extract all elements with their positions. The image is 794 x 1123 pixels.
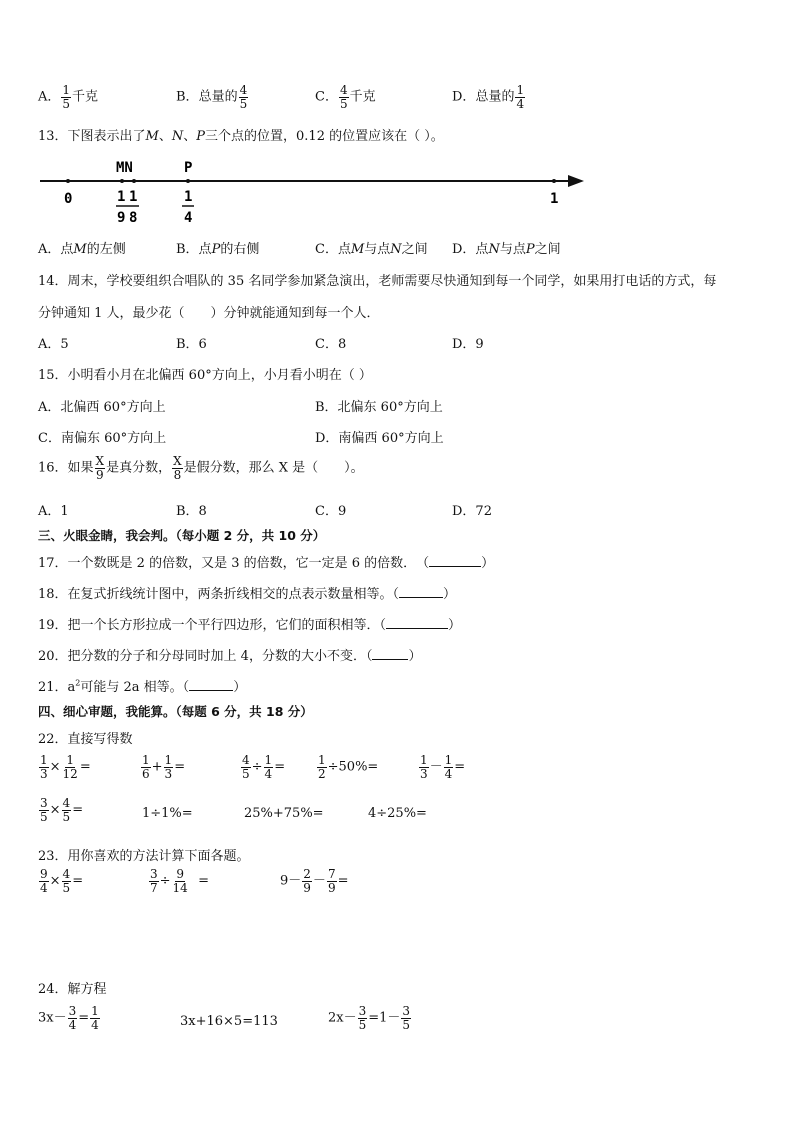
q22-expr-6: $\frac{3}{5}$ × $\frac{4}{5}$ = [40, 796, 84, 824]
q22-expr-9: 4÷25%= [368, 806, 427, 821]
q22-expr-4: $\frac{1}{2}$ ÷50%= [318, 753, 379, 781]
q19-answer-blank[interactable] [386, 628, 448, 629]
tick-zero [66, 179, 70, 183]
q17-answer-blank[interactable] [429, 566, 481, 567]
q16-option-c: C．9 [315, 504, 347, 519]
section-4-heading: 四、细心审题，我能算。（每题 6 分，共 18 分） [38, 704, 313, 719]
q13-option-b: B．点P的右侧 [176, 242, 260, 257]
q13-option-c: C．点M与点N之间 [315, 242, 428, 257]
q14-option-a: A．5 [38, 337, 69, 352]
tick-one [552, 179, 556, 183]
q21: 21．$a^2$可能与 2a 相等。（ ） [38, 678, 247, 695]
q22-expr-3: $\frac{4}{5}$ ÷ $\frac{1}{4}$ = [242, 753, 286, 781]
q23-expr-2: $\frac{3}{7}$ ÷ $\frac{9}{14}$ = [150, 867, 209, 895]
q22-expr-7: 1÷1%= [142, 806, 193, 821]
q13-stem: 13．下图表示出了M、N、P三个点的位置，0.12 的位置应该在（ ）。 [38, 129, 444, 144]
q14-option-b: B．6 [176, 337, 207, 352]
q15-option-d: D．南偏西 60°方向上 [315, 431, 444, 446]
label-mn: MN [116, 160, 133, 176]
section-3-heading: 三、火眼金睛，我会判。（每小题 2 分，共 10 分） [38, 528, 326, 543]
q20: 20．把分数的分子和分母同时加上 4，分数的大小不变．（ ） [38, 649, 422, 664]
q22-title: 22．直接写得数 [38, 732, 133, 747]
q13-option-a: A．点M的左侧 [38, 242, 126, 257]
q12-option-a: A． $\frac{1}{5}$ 千克 [38, 83, 99, 111]
q18-answer-blank[interactable] [399, 597, 443, 598]
q12-option-d: D．总量的 $\frac{1}{4}$ [452, 83, 525, 111]
q15-option-b: B．北偏东 60°方向上 [315, 400, 443, 415]
q20-answer-blank[interactable] [372, 659, 408, 660]
m-num: 1 [117, 189, 126, 205]
q12-option-c: C． $\frac{4}{5}$ 千克 [315, 83, 376, 111]
q23-title: 23．用你喜欢的方法计算下面各题。 [38, 849, 250, 864]
q19: 19．把一个长方形拉成一个平行四边形，它们的面积相等．（ ） [38, 618, 462, 633]
q24-title: 24．解方程 [38, 982, 107, 997]
q14-line1: 14．周末，学校要组织合唱队的 35 名同学参加紧急演出，老师需要尽快通知到每一个同学，如果用打电话的方式，每 [38, 274, 717, 289]
q23-expr-3: 9－ $\frac{2}{9}$ － $\frac{7}{9}$ = [280, 867, 349, 895]
q14-line2: 分钟通知 1 人，最少花（ ）分钟就能通知到每一个人． [38, 306, 380, 321]
q15-stem: 15．小明看小月在北偏西 60°方向上，小月看小明在（ ） [38, 368, 372, 383]
q14-option-c: C．8 [315, 337, 347, 352]
label-p: P [184, 160, 193, 176]
q16-option-b: B．8 [176, 504, 207, 519]
number-line-arrow [568, 175, 584, 187]
q16-option-d: D．72 [452, 504, 492, 519]
label-zero: 0 [64, 191, 73, 207]
q13-option-d: D．点N与点P之间 [452, 242, 561, 257]
n-den: 8 [129, 210, 138, 226]
q23-expr-1: $\frac{9}{4}$ × $\frac{4}{5}$ = [40, 867, 84, 895]
q14-option-d: D．9 [452, 337, 484, 352]
q15-option-a: A．北偏西 60°方向上 [38, 400, 166, 415]
q22-expr-8: 25%+75%= [244, 806, 324, 821]
label-one: 1 [550, 191, 559, 207]
q21-answer-blank[interactable] [189, 690, 233, 691]
p-num: 1 [184, 189, 193, 205]
tick-n [132, 179, 136, 183]
p-den: 4 [184, 210, 193, 226]
q16-option-a: A．1 [38, 504, 69, 519]
q24-expr-2: 3x+16×5=113 [180, 1014, 278, 1029]
q12-option-b: B．总量的 $\frac{4}{5}$ [176, 83, 248, 111]
q24-expr-3: 2x－ $\frac{3}{5}$ =1－ $\frac{3}{5}$ [328, 1004, 411, 1032]
q16-stem: 16．如果 $\frac{X}{9}$ 是真分数， $\frac{X}{8}$ 是假分数，那么 X 是（ ）。 [38, 454, 364, 482]
q18: 18．在复式折线统计图中，两条折线相交的点表示数量相等。（ ） [38, 587, 457, 602]
m-den: 9 [117, 210, 126, 226]
q22-expr-2: $\frac{1}{6}$ + $\frac{1}{3}$ = [142, 753, 186, 781]
tick-m [120, 179, 124, 183]
q17: 17．一个数既是 2 的倍数，又是 3 的倍数，它一定是 6 的倍数． （ ） [38, 556, 495, 571]
q15-option-c: C．南偏东 60°方向上 [38, 431, 167, 446]
number-line [36, 155, 596, 230]
q22-expr-5: $\frac{1}{3}$ － $\frac{1}{4}$ = [420, 753, 466, 781]
q24-expr-1: 3x－ $\frac{3}{4}$ = $\frac{1}{4}$ [38, 1004, 99, 1032]
tick-p [186, 179, 190, 183]
n-num: 1 [129, 189, 138, 205]
q22-expr-1: $\frac{1}{3}$ × $\frac{1}{12}$ = [40, 753, 91, 781]
